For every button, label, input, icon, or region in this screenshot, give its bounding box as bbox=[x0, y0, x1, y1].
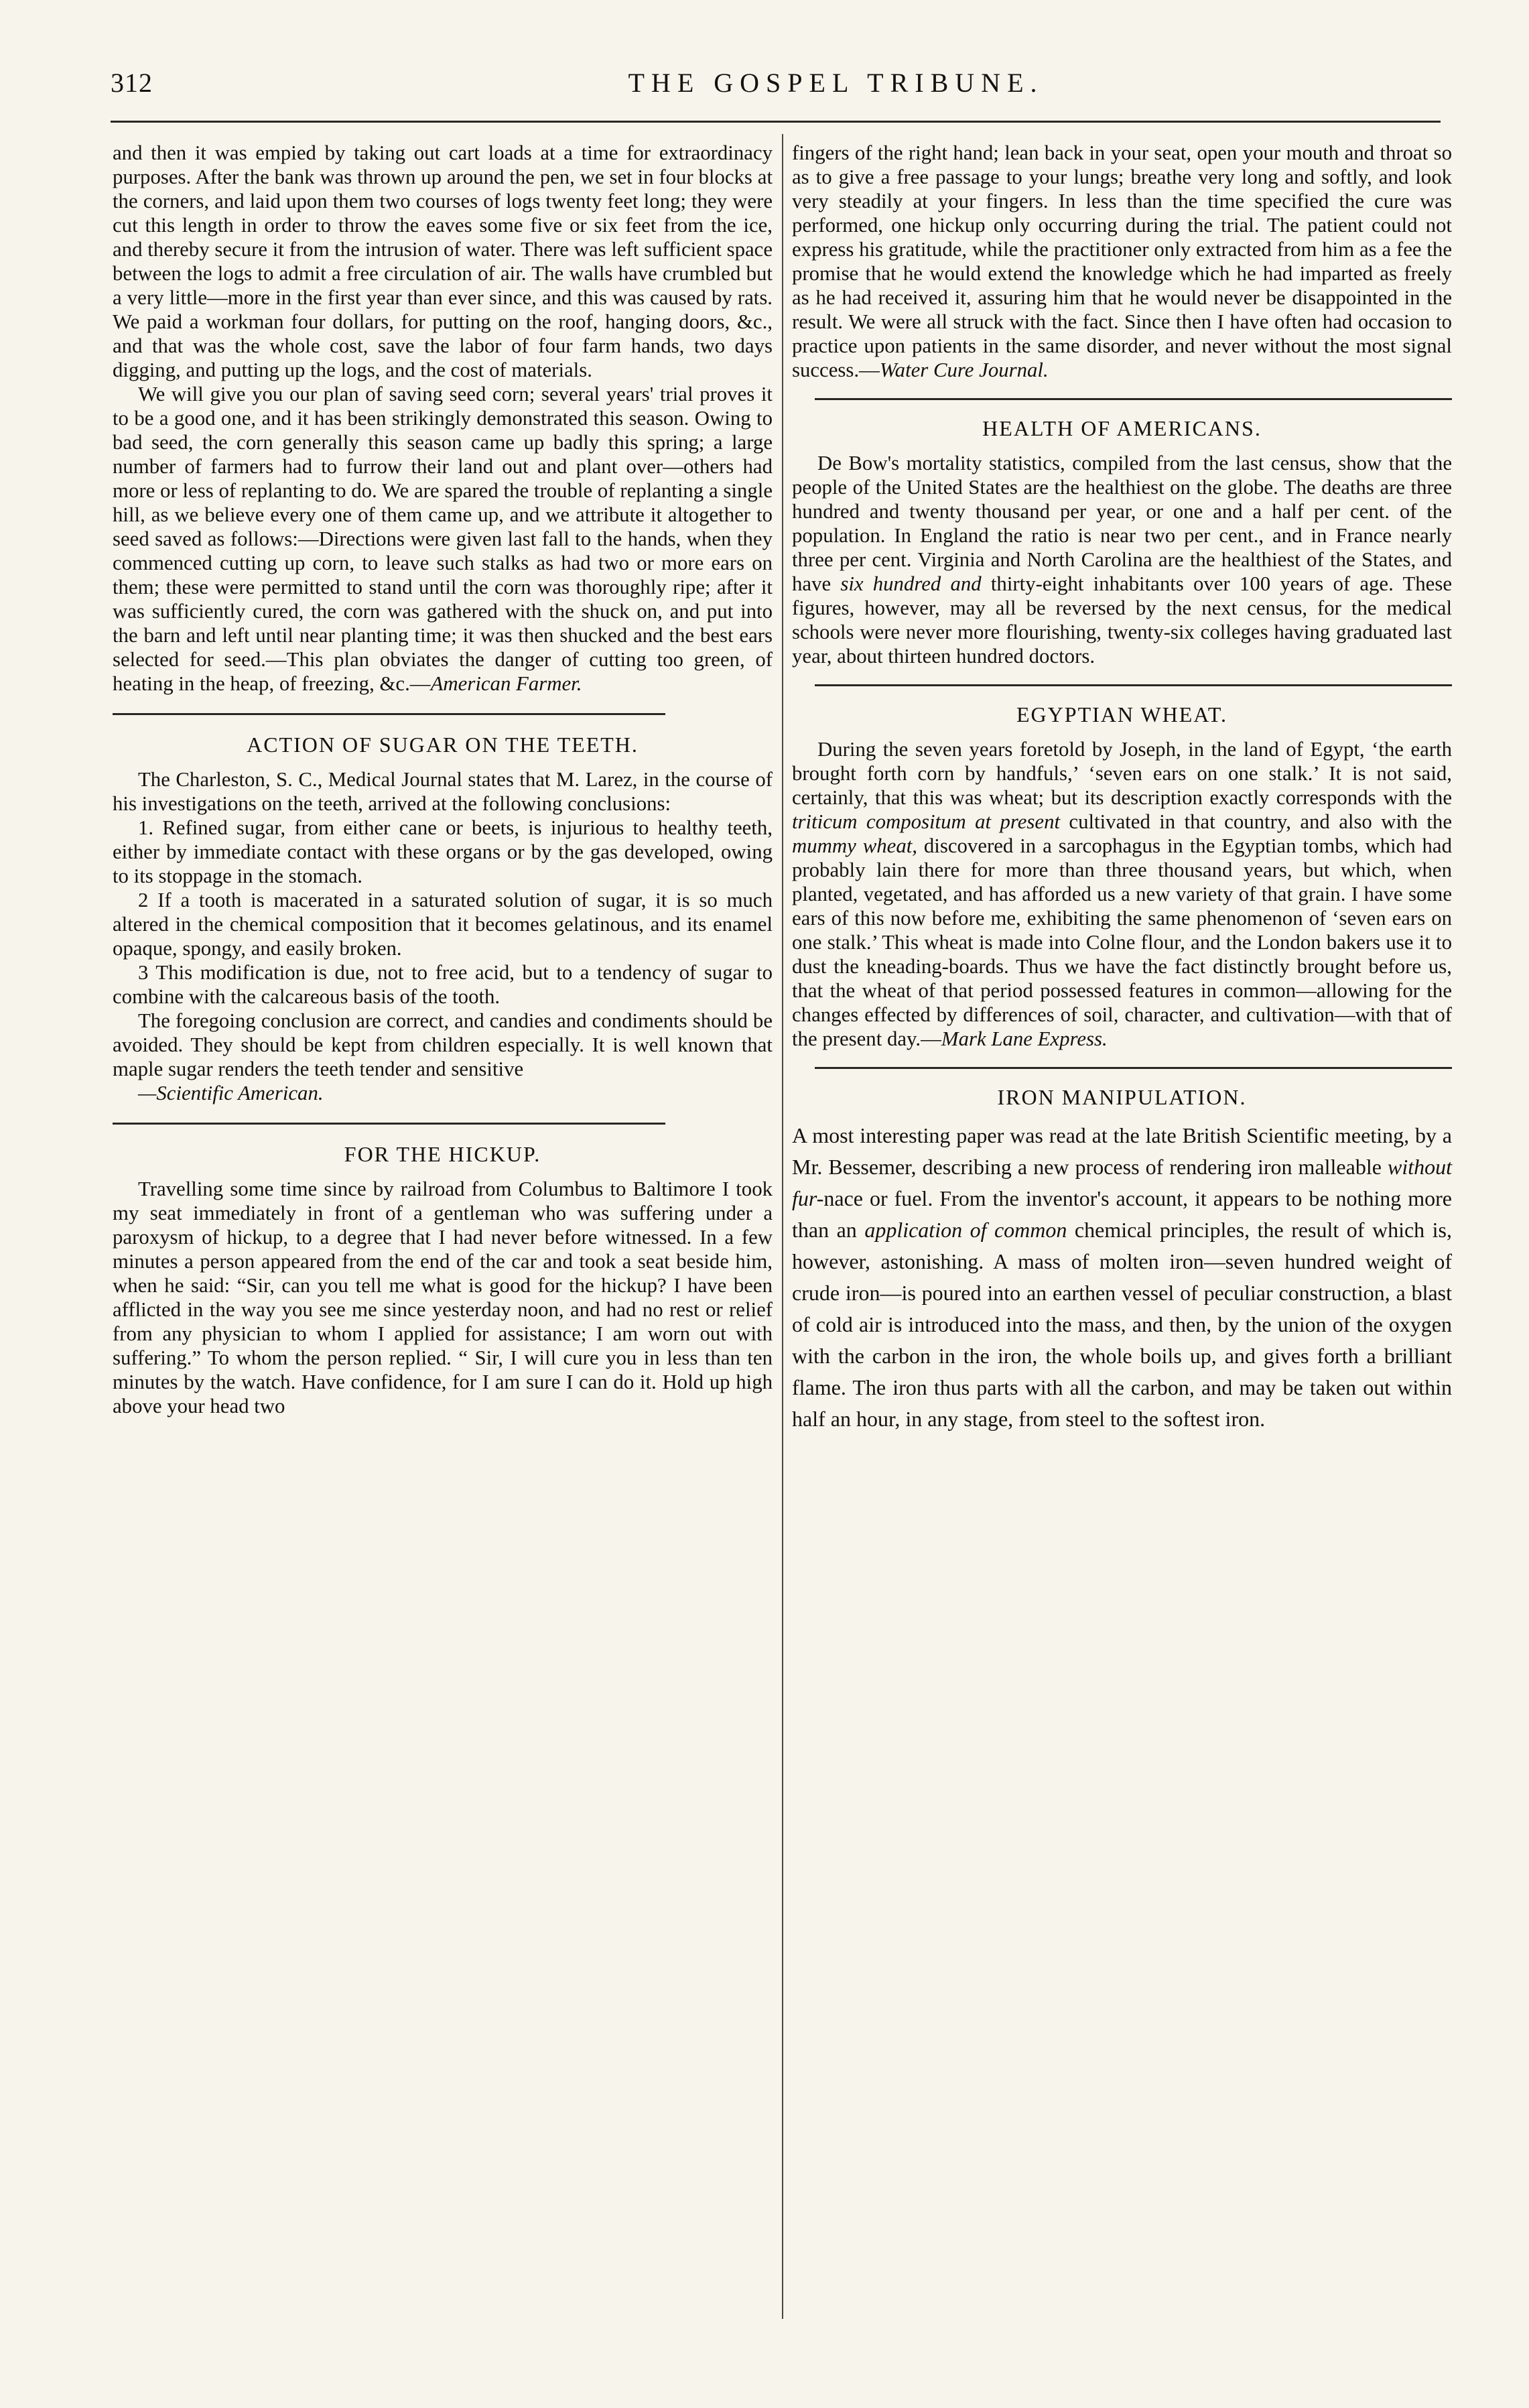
article-source: —Scientific American. bbox=[138, 1082, 324, 1104]
section-divider bbox=[113, 713, 665, 715]
paper-title: THE GOSPEL TRIBUNE. bbox=[628, 68, 1044, 98]
article-heading: HEALTH OF AMERICANS. bbox=[982, 416, 1262, 440]
section-divider bbox=[113, 1123, 665, 1125]
article-heading: IRON MANIPULATION. bbox=[997, 1085, 1247, 1109]
section-divider bbox=[815, 398, 1452, 400]
article-source: American Farmer. bbox=[430, 672, 582, 695]
article-paragraph: 1. Refined sugar, from either cane or beets, is injurious to healthy teeth, either by immediate contact with these organs or by the gas developed, owing to its stoppage in the stomach. bbox=[113, 816, 773, 887]
continued-paragraph-2: We will give you our plan of saving seed corn; several years' trial proves it to be a good one, and it has been strikingly demonstrated this season. Owing to bad seed, the corn generally this season came up badly this spring; a large number of farmers had to furrow their land out and plant over—others had more or less of replanting to do. We are spared the trouble of replanting a single hill, as we believe every one of them came up, and we attribute it altogether to seed saved as follows:—Directions were given last fall to the hands, when they commenced cutting up corn, to leave such stalks as had two or more ears on them; these were permitted to stand until the corn was thoroughly ripe; after it was sufficiently cured, the corn was gathered with the shuck on, and put into the barn and left until near planting time; it was then shucked and the best ears selected for seed.—This plan obviates the danger of cutting too green, of heating in the heap, of freezing, &c.—American Farmer. bbox=[113, 383, 773, 695]
article-iron-manipulation bbox=[792, 1085, 1452, 1435]
article-paragraph: The Charleston, S. C., Medical Journal states that M. Larez, in the course of his investigations on the teeth, arrived at the following conclusions: bbox=[113, 768, 773, 815]
article-heading: EGYPTIAN WHEAT. bbox=[1016, 702, 1227, 726]
article-heading: ACTION OF SUGAR ON THE TEETH. bbox=[247, 733, 639, 757]
article-sugar-teeth bbox=[113, 733, 773, 1105]
article-paragraph: fingers of the right hand; lean back in your seat, open your mouth and throat so as to give a free passage to your lungs; breathe very long and softly, and look very steadily at your fingers. In less than the time specified the cure was performed, one hickup only occurring during the trial. The patient could not express his gratitude, while the practitioner only extracted from him as a fee the promise that he would extend the knowledge which he had imparted as freely as he had received it, assuring him that he would never be disappointed in the result. We were all struck with the fact. Since then I have often had occasion to practice upon patients in the same disorder, and never without the most signal success.—Water Cure Journal. bbox=[792, 141, 1452, 381]
article-paragraph: De Bow's mortality statistics, compiled from the last census, show that the people of the United States are the healthiest on the globe. The deaths are three hundred and twenty thousand per year, or one and a half per cent. of the population. In England the ratio is near two per cent., and in France nearly three per cent. Virginia and North Carolina are the healthiest of the States, and have six hundred and thirty-eight inhabitants over 100 years of age. These figures, however, may all be reversed by the next census, for the medical schools were never more flourishing, twenty-six colleges having graduated last year, about thirteen hundred doctors. bbox=[792, 452, 1452, 668]
article-health-americans bbox=[792, 416, 1452, 668]
section-divider bbox=[815, 684, 1452, 686]
column-divider bbox=[782, 134, 783, 2319]
article-paragraph: Travelling some time since by railroad from Columbus to Baltimore I took my seat immediately in front of a gentleman who was suffering under a paroxysm of hickup, to a degree that I had never before witnessed. In a few minutes a person appeared from the end of the car and took a seat beside him, when he said: “Sir, can you tell me what is good for the hickup? I have been afflicted in the way you see me since yesterday noon, and had no rest or relief from any physician to whom I applied for assistance; I am worn out with suffering.” To whom the person replied. “ Sir, I will cure you in less than ten minutes by the watch. Have confidence, for I am sure I can do it. Hold up high above your head two bbox=[113, 1178, 773, 1417]
article-paragraph: The foregoing conclusion are correct, and candies and condiments should be avoided. They should be kept from children especially. It is well known that maple sugar renders the teeth tender and sensitive bbox=[113, 1009, 773, 1080]
running-head bbox=[111, 67, 1441, 123]
page-number: 312 bbox=[111, 68, 153, 98]
article-source: Water Cure Journal. bbox=[879, 359, 1049, 381]
article-paragraph: During the seven years foretold by Joseph, in the land of Egypt, ‘the earth brought forth corn by handfuls,’ ‘seven ears on one stalk.’ It is not said, certainly, that this was wheat; but its description exactly corresponds with the triticum compositum at present cultivated in that country, and also with the mummy wheat, discovered in a sarcophagus in the Egyptian tombs, which had probably lain there for more than three thousand years, but which, when planted, vegetated, and has afforded us a new variety of that grain. I have some ears of this now before me, exhibiting the same phenomenon of ‘seven ears on one stalk.’ This wheat is made into Colne flour, and the London bakers use it to dust the kneading-boards. Thus we have the fact distinctly brought before us, that the wheat of that period possessed features in common—allowing for the changes effected by differences of soil, character, and cultivation—with that of the present day.—Mark Lane Express. bbox=[792, 738, 1452, 1050]
article-heading: FOR THE HICKUP. bbox=[344, 1142, 541, 1166]
article-source: Mark Lane Express. bbox=[941, 1027, 1108, 1050]
right-column bbox=[792, 141, 1452, 1435]
left-column bbox=[113, 141, 773, 1418]
article-paragraph: A most interesting paper was read at the late British Scientific meeting, by a Mr. Bessemer, describing a new process of rendering iron malleable without fur-nace or fuel. From the inventor's account, it appears to be nothing more than an application of common chemical principles, the result of which is, however, astonishing. A mass of molten iron—seven hundred weight of crude iron—is poured into an earthen vessel of peculiar construction, a blast of cold air is introduced into the mass, and then, by the union of the oxygen with the carbon in the iron, the whole boils up, and gives forth a brilliant flame. The iron thus parts with all the carbon, and may be taken out within half an hour, in any stage, from steel to the softest iron. bbox=[792, 1123, 1453, 1431]
article-paragraph: 3 This modification is due, not to free acid, but to a tendency of sugar to combine with the calcareous basis of the tooth. bbox=[113, 961, 773, 1008]
article-hickup bbox=[113, 1142, 773, 1418]
continued-paragraph-1: and then it was empied by taking out cart loads at a time for extraordinacy purposes. After the bank was thrown up around the pen, we set in four blocks at the corners, and laid upon them two courses of logs twenty feet long; they were cut this length in order to throw the eaves some five or six feet from the ice, and thereby secure it from the intrusion of water. There was left sufficient space between the logs to admit a free circulation of air. The walls have crumbled but a very little—more in the first year than ever since, and this was caused by rats. We paid a workman four dollars, for putting on the roof, hanging doors, &c., and that was the whole cost, save the labor of four farm hands, two days digging, and putting up the logs, and the cost of materials. bbox=[113, 141, 773, 381]
article-paragraph: 2 If a tooth is macerated in a saturated solution of sugar, it is so much altered in the chemical composition that it becomes gelatinous, and its enamel opaque, spongy, and easily broken. bbox=[113, 889, 773, 960]
section-divider bbox=[815, 1067, 1452, 1069]
article-egyptian-wheat bbox=[792, 702, 1452, 1051]
